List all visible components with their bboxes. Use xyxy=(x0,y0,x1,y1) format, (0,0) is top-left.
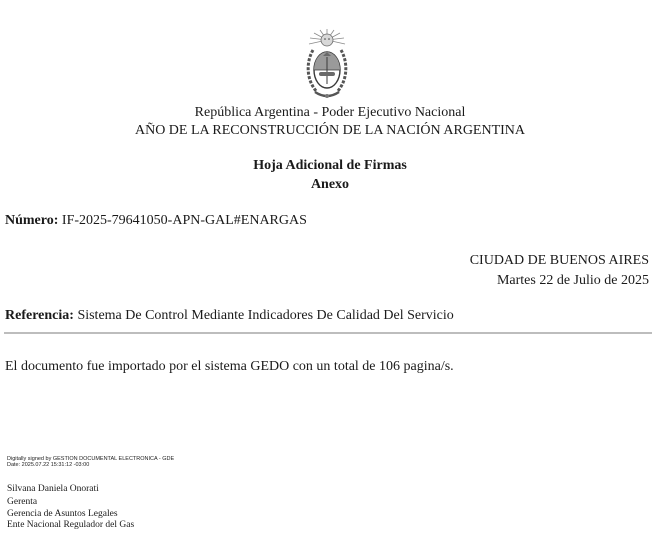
divider xyxy=(4,332,652,334)
signer-organization: Ente Nacional Regulador del Gas xyxy=(7,520,135,530)
signature-signed-by: Digitally signed by GESTION DOCUMENTAL ELECTRONICA - GDE xyxy=(7,456,175,462)
reference-row xyxy=(5,308,454,324)
document-number-value: IF-2025-79641050-APN-GAL#ENARGAS xyxy=(61,213,307,228)
document-title: Hoja Adicional de Firmas xyxy=(253,158,407,173)
government-header: República Argentina - Poder Ejecutivo Nacional xyxy=(194,105,466,120)
signer-name: Silvana Daniela Onorati xyxy=(7,484,99,494)
document-date: Martes 22 de Julio de 2025 xyxy=(496,273,649,288)
body-text: El documento fue importado por el sistema GEDO con un total de 106 pagina/s. xyxy=(5,359,454,374)
reference-label: Referencia: xyxy=(5,308,74,323)
year-motto: AÑO DE LA RECONSTRUCCIÓN DE LA NACIÓN ARGENTINA xyxy=(134,123,526,138)
document-subtitle: Anexo xyxy=(310,177,350,192)
coat-of-arms-icon xyxy=(303,28,351,104)
document-number-row xyxy=(5,213,307,229)
signer-role: Gerenta xyxy=(7,497,38,507)
city: CIUDAD DE BUENOS AIRES xyxy=(469,253,649,268)
signer-department: Gerencia de Asuntos Legales xyxy=(7,509,118,519)
reference-value: Sistema De Control Mediante Indicadores De Calidad Del Servicio xyxy=(77,308,454,323)
document-number-label: Número: xyxy=(5,213,59,228)
signature-date: Date: 2025.07.22 15:31:12 -03:00 xyxy=(7,462,90,468)
